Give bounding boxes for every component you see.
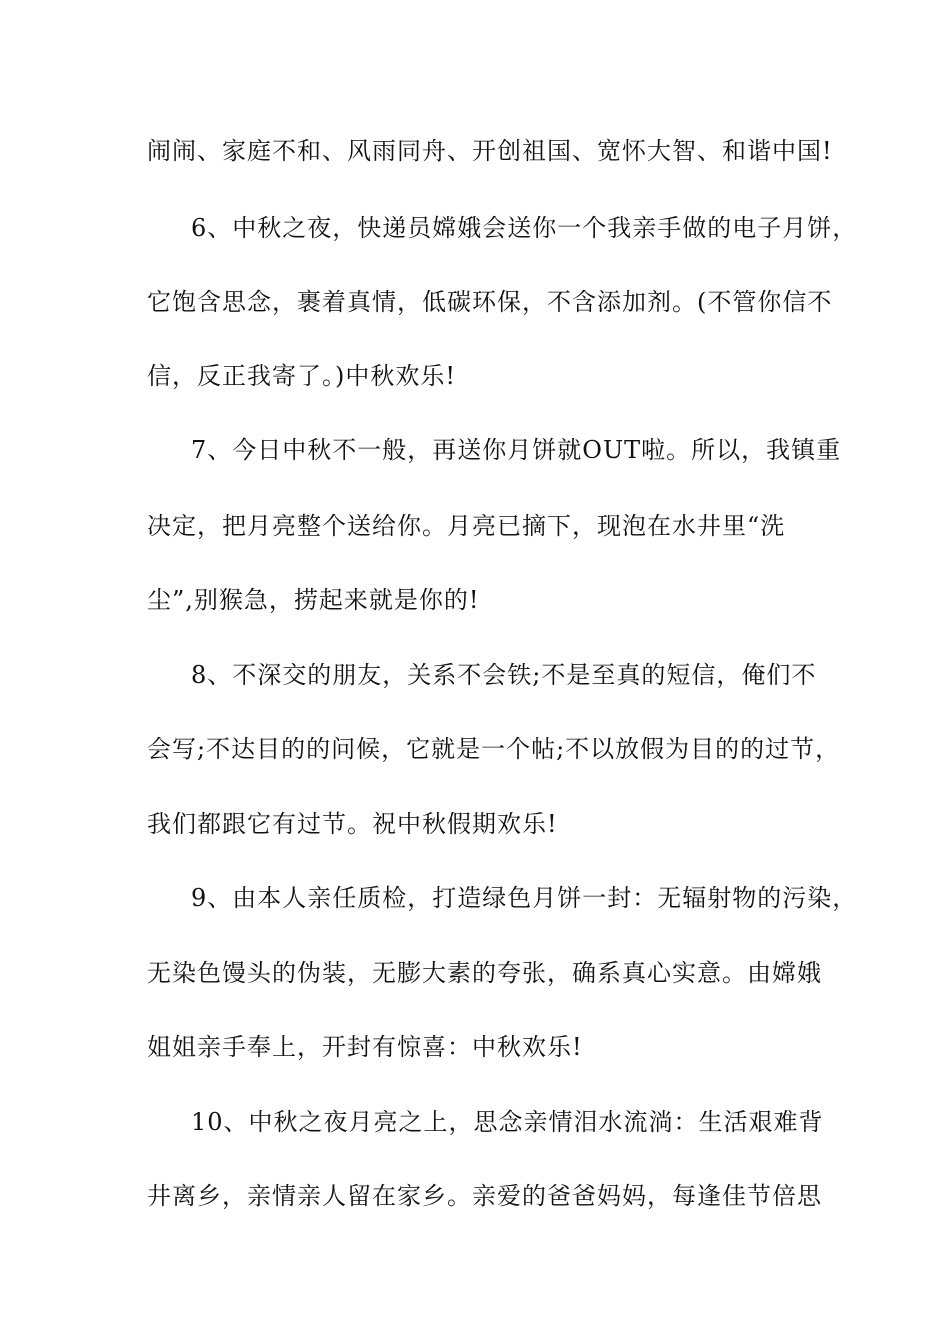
text-line-1: 闹闹、家庭不和、风雨同舟、开创祖国、宽怀大智、和谐中国! bbox=[147, 137, 833, 165]
text-line-15: 井离乡，亲情亲人留在家乡。亲爱的爸爸妈妈，每逢佳节倍思 bbox=[147, 1182, 822, 1210]
text-line-2: 6、中秋之夜，快递员嫦娥会送你一个我亲手做的电子月饼， bbox=[191, 214, 858, 242]
text-line-3: 它饱含思念，裹着真情，低碳环保，不含添加剂。(不管你信不 bbox=[147, 288, 833, 316]
text-line-7: 尘”,别猴急，捞起来就是你的! bbox=[147, 586, 480, 614]
text-line-12: 无染色馒头的伪装，无膨大素的夸张，确系真心实意。由嫦娥 bbox=[147, 959, 822, 987]
text-line-6: 决定，把月亮整个送给你。月亮已摘下，现泡在水井里“洗 bbox=[147, 512, 786, 540]
text-line-8: 8、不深交的朋友，关系不会铁;不是至真的短信，俺们不 bbox=[191, 661, 817, 689]
text-line-4: 信，反正我寄了。)中秋欢乐! bbox=[147, 362, 457, 390]
text-line-9: 会写;不达目的的问候，它就是一个帖;不以放假为目的的过节， bbox=[147, 735, 841, 763]
text-line-11: 9、由本人亲任质检，打造绿色月饼一封：无辐射物的污染， bbox=[191, 884, 858, 912]
text-line-14: 10、中秋之夜月亮之上，思念亲情泪水流淌：生活艰难背 bbox=[191, 1108, 824, 1136]
text-line-13: 姐姐亲手奉上，开封有惊喜：中秋欢乐! bbox=[147, 1033, 583, 1061]
text-line-10: 我们都跟它有过节。祝中秋假期欢乐! bbox=[147, 810, 558, 838]
text-line-5: 7、今日中秋不一般，再送你月饼就OUT啦。所以，我镇重 bbox=[191, 436, 842, 464]
